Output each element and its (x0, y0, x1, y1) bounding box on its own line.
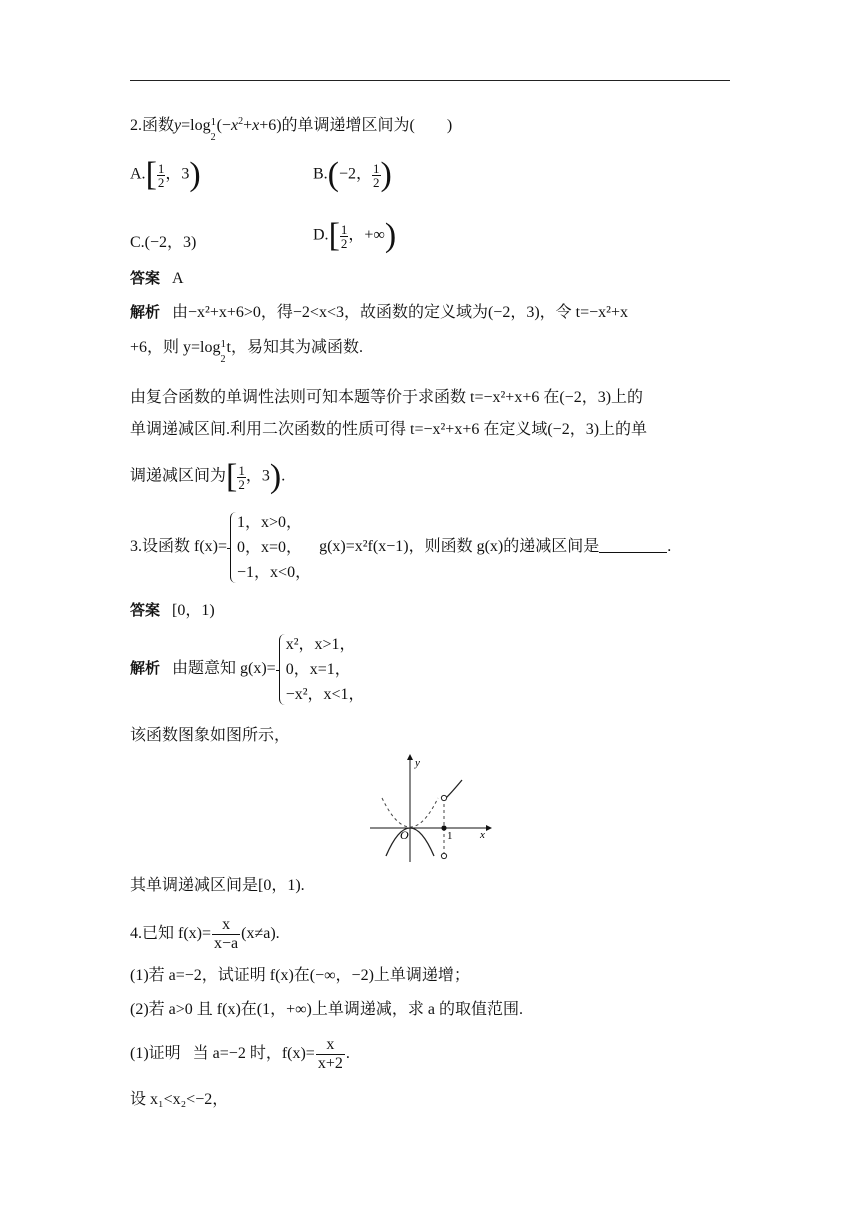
q2-stem: 2.函数y=log 1 2 $(-x^2+x+6)$的单调递增区间为( ) (130, 116, 453, 143)
q3-piecewise-g: x²，x>1， 0，x=1， −x²，x<1， (276, 632, 365, 707)
function-graph (368, 752, 498, 864)
q3-stem: 3.设函数 f(x)= 1，x>0， 0，x=0， −1，x<0， g(x)=x²f(x−1)，则函数 g(x)的递减区间是 . (130, 510, 671, 585)
graph-origin-label: O (400, 828, 409, 842)
q4-proof: (1)证明 当 a=−2 时，f(x)= $\frac{x}{x+2}$ . (130, 1036, 350, 1072)
q3-answer: 答案 [0，1) (130, 601, 215, 619)
q3-figure-intro: 该函数图象如图所示， (130, 727, 291, 744)
q2-option-a: A.[ $\frac{1}{2}$ ，3) (130, 156, 201, 193)
q4-part2: (2)若 a>0 且 f(x)在(1，+∞)上单调递减，求 a 的取值范围. (130, 1001, 523, 1018)
graph-y-label: y (415, 757, 420, 769)
q2-option-c: C.(−2，3) (130, 234, 197, 251)
q3-conclusion: 其单调递减区间是[0，1). (130, 877, 305, 894)
open-point-lower (441, 853, 446, 858)
q2-answer: 答案 A (130, 269, 184, 287)
q2-option-d: D.[ $\frac{1}{2}$ ，+∞) (313, 217, 397, 254)
open-point-upper (441, 795, 446, 800)
graph-x-label: x (480, 829, 485, 841)
right-branch-curve (446, 780, 462, 798)
answer-blank (599, 538, 667, 553)
q2-analysis-line4: 单调递减区间.利用二次函数的性质可得 t=−x²+x+6 在定义域(−2，3)上的单 (130, 421, 648, 438)
q4-last-line: 设 x₁<x₂<−2， (130, 1091, 229, 1108)
q2-analysis-line1: 解析 由−x²+x+6>0，得−2<x<3，故函数的定义域为(−2，3)，令 t=−x²+x (130, 303, 628, 321)
q3-piecewise-f: 1，x>0， 0，x=0， −1，x<0， (227, 510, 311, 585)
q3-analysis: 解析 由题意知 g(x)= x²，x>1， 0，x=1， −x²，x<1， (130, 632, 365, 707)
graph-one-label: 1 (447, 830, 453, 842)
y-axis-arrow (407, 754, 413, 760)
x-axis-arrow (486, 825, 492, 831)
closed-point (441, 825, 446, 830)
q4-stem: 4.已知 f(x)= $\frac{x}{x-a}$ (x≠a). (130, 916, 280, 952)
header-rule (130, 80, 730, 81)
q2-analysis-line2: +6，则 y=log 1 2 t，易知其为减函数. (130, 338, 363, 365)
q4-part1: (1)若 a=−2，试证明 f(x)在(−∞，−2)上单调递增； (130, 967, 470, 984)
q2-option-b: B.(−2， $\frac{1}{2}$ ) (313, 156, 392, 193)
q2-analysis-line3: 由复合函数的单调性法则可知本题等价于求函数 t=−x²+x+6 在(−2，3)上的 (130, 389, 644, 406)
q2-analysis-line5: 调递减区间为[ $\frac{1}{2}$ ，3). (130, 458, 286, 495)
